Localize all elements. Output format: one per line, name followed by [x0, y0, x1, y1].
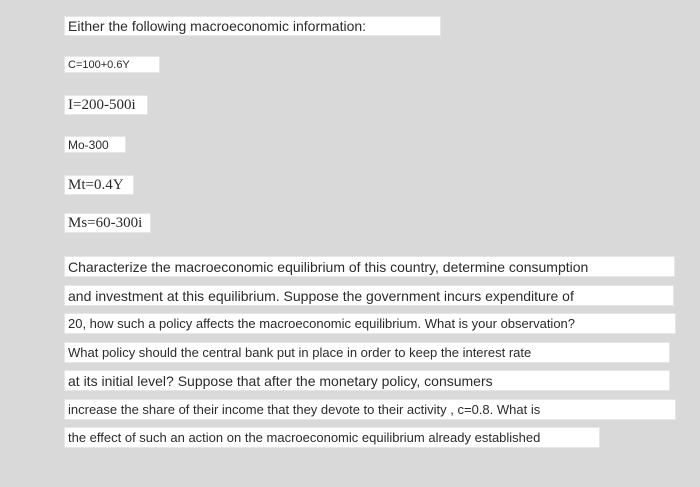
- question-line: Characterize the macroeconomic equilibrium of this country, determine consumption: [64, 256, 675, 277]
- consumption-equation: C=100+0.6Y: [64, 56, 160, 73]
- question-line: and investment at this equilibrium. Suppose the government incurs expenditure of: [64, 285, 674, 306]
- speculative-demand-equation: Ms=60-300i: [64, 213, 151, 233]
- transaction-demand-equation: Mt=0.4Y: [64, 175, 134, 195]
- question-line: 20, how such a policy affects the macroeconomic equilibrium. What is your observation?: [64, 313, 676, 334]
- question-line: at its initial level? Suppose that after the monetary policy, consumers: [64, 370, 670, 391]
- question-line: the effect of such an action on the macroeconomic equilibrium already established: [64, 427, 600, 448]
- money-supply-equation: Mo-300: [64, 136, 126, 153]
- question-line: What policy should the central bank put in place in order to keep the interest rate: [64, 342, 670, 363]
- question-line: increase the share of their income that they devote to their activity , c=0.8. What is: [64, 399, 676, 420]
- intro-text: Either the following macroeconomic information:: [64, 16, 441, 36]
- investment-equation: I=200-500i: [64, 95, 148, 115]
